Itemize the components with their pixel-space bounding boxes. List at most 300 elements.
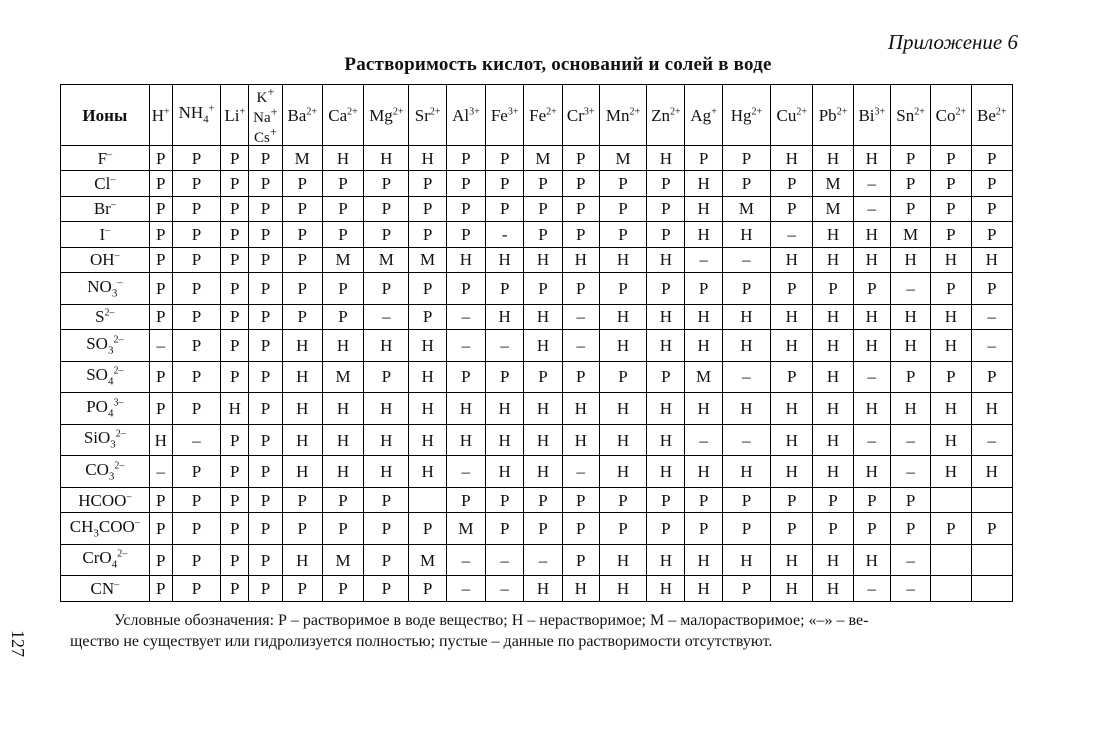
- solubility-cell: Р: [931, 196, 971, 221]
- anion-label-part: SO: [86, 365, 108, 385]
- solubility-cell: –: [722, 424, 770, 456]
- table-row: [61, 196, 1013, 221]
- solubility-cell: Р: [647, 222, 685, 247]
- anion-label-part: 3: [108, 470, 115, 483]
- legend-line-2: щество не существует или гидролизуется полностью; пустые – данные по растворимости отсутствуют.: [70, 633, 773, 650]
- anion-label: [61, 361, 150, 393]
- solubility-cell: Р: [221, 544, 249, 576]
- solubility-cell: Р: [446, 171, 485, 196]
- solubility-cell: –: [149, 329, 172, 361]
- anion-label-part: –: [114, 579, 120, 591]
- solubility-cell: Н: [685, 222, 722, 247]
- solubility-cell: Р: [524, 196, 562, 221]
- solubility-cell: [931, 544, 971, 576]
- solubility-cell: Р: [149, 146, 172, 171]
- solubility-cell: –: [771, 222, 813, 247]
- solubility-cell: [409, 487, 446, 512]
- solubility-cell: Р: [221, 456, 249, 488]
- solubility-cell: Н: [813, 304, 853, 329]
- solubility-cell: М: [446, 513, 485, 545]
- solubility-cell: Р: [722, 576, 770, 602]
- solubility-cell: –: [890, 576, 930, 602]
- solubility-cell: Н: [813, 146, 853, 171]
- anion-label-part: CO: [85, 459, 109, 479]
- solubility-cell: –: [853, 171, 890, 196]
- table-row: [61, 544, 1013, 576]
- solubility-cell: Р: [282, 304, 322, 329]
- solubility-cell: Н: [409, 393, 446, 425]
- cation-label-part: 2+: [836, 105, 848, 117]
- anion-label-part: 4: [107, 407, 114, 420]
- solubility-cell: –: [890, 424, 930, 456]
- solubility-cell: Р: [486, 171, 524, 196]
- solubility-cell: [931, 487, 971, 512]
- page-title: Растворимость кислот, оснований и солей в воде: [344, 54, 772, 75]
- cation-header: [172, 85, 220, 146]
- solubility-cell: –: [446, 304, 485, 329]
- anion-label-part: 2–: [115, 428, 126, 440]
- solubility-cell: –: [446, 329, 485, 361]
- solubility-cell: Р: [364, 544, 409, 576]
- cation-label-part: 2+: [392, 105, 404, 117]
- solubility-cell: Н: [813, 247, 853, 272]
- solubility-cell: Р: [409, 171, 446, 196]
- solubility-cell: Н: [931, 424, 971, 456]
- solubility-cell: Н: [282, 393, 322, 425]
- solubility-cell: Н: [599, 576, 646, 602]
- solubility-cell: Р: [172, 272, 220, 304]
- solubility-cell: Р: [249, 576, 282, 602]
- solubility-cell: Н: [685, 393, 722, 425]
- cation-header: [599, 85, 646, 146]
- solubility-cell: Р: [249, 222, 282, 247]
- solubility-cell: Р: [722, 146, 770, 171]
- solubility-cell: Р: [524, 171, 562, 196]
- solubility-cell: Н: [282, 544, 322, 576]
- solubility-cell: Н: [364, 456, 409, 488]
- solubility-cell: Н: [524, 424, 562, 456]
- solubility-cell: Р: [221, 146, 249, 171]
- solubility-cell: Р: [524, 487, 562, 512]
- solubility-cell: Р: [647, 361, 685, 393]
- anion-label: [61, 544, 150, 576]
- solubility-cell: Р: [813, 513, 853, 545]
- solubility-cell: Н: [771, 304, 813, 329]
- solubility-cell: Р: [149, 487, 172, 512]
- solubility-cell: Р: [149, 304, 172, 329]
- solubility-cell: Н: [685, 544, 722, 576]
- solubility-cell: Н: [486, 304, 524, 329]
- cation-label-part: H: [151, 105, 165, 125]
- solubility-cell: Н: [647, 393, 685, 425]
- solubility-cell: Н: [524, 304, 562, 329]
- solubility-cell: Р: [172, 544, 220, 576]
- solubility-cell: Р: [599, 196, 646, 221]
- solubility-cell: –: [486, 576, 524, 602]
- cation-label-part: Mg: [369, 105, 393, 125]
- cation-label-part: Cr: [566, 105, 584, 125]
- solubility-cell: Н: [722, 456, 770, 488]
- solubility-cell: Р: [771, 487, 813, 512]
- anion-label: [61, 196, 150, 221]
- anion-label-part: I: [99, 224, 106, 244]
- cation-label-part: +: [239, 105, 246, 117]
- solubility-cell: Р: [931, 222, 971, 247]
- cation-label-part: Ba: [287, 105, 307, 125]
- solubility-cell: Н: [853, 393, 890, 425]
- table-row: [61, 247, 1013, 272]
- cation-header: [524, 85, 562, 146]
- solubility-cell: Р: [149, 196, 172, 221]
- anion-label-part: 3–: [113, 397, 124, 409]
- anion-label-part: –: [114, 250, 120, 262]
- solubility-cell: –: [853, 424, 890, 456]
- solubility-cell: Н: [771, 146, 813, 171]
- anion-label-part: 2–: [113, 333, 124, 345]
- solubility-cell: Р: [971, 222, 1013, 247]
- solubility-cell: Н: [486, 424, 524, 456]
- solubility-cell: Р: [282, 171, 322, 196]
- solubility-cell: Н: [931, 247, 971, 272]
- solubility-cell: Н: [562, 393, 599, 425]
- solubility-cell: Р: [647, 171, 685, 196]
- solubility-cell: М: [524, 146, 562, 171]
- table-row: [61, 393, 1013, 425]
- solubility-cell: Р: [562, 361, 599, 393]
- solubility-cell: Р: [599, 513, 646, 545]
- solubility-cell: Н: [771, 544, 813, 576]
- solubility-cell: Н: [685, 304, 722, 329]
- solubility-cell: Н: [971, 456, 1013, 488]
- solubility-cell: Н: [890, 329, 930, 361]
- legend: [70, 610, 1020, 652]
- cation-header: [364, 85, 409, 146]
- solubility-cell: Р: [249, 513, 282, 545]
- solubility-cell: Н: [647, 456, 685, 488]
- solubility-cell: –: [890, 272, 930, 304]
- cation-label-part: Pb: [818, 105, 837, 125]
- anion-label-part: 2–: [114, 460, 125, 472]
- cation-header: [221, 85, 249, 146]
- cation-header: [249, 85, 282, 146]
- cation-label-part: NH: [178, 103, 204, 123]
- solubility-cell: Р: [282, 247, 322, 272]
- cation-header: [409, 85, 446, 146]
- anion-label-part: 3: [111, 286, 118, 299]
- cation-label-part: Fe: [490, 105, 508, 125]
- solubility-cell: Н: [685, 456, 722, 488]
- cation-label-part: 2+: [995, 105, 1007, 117]
- solubility-cell: Р: [172, 361, 220, 393]
- solubility-cell: –: [685, 247, 722, 272]
- solubility-cell: Р: [931, 171, 971, 196]
- cation-label-part: 2+: [669, 105, 681, 117]
- solubility-cell: Р: [282, 576, 322, 602]
- solubility-cell: Р: [364, 222, 409, 247]
- solubility-cell: Р: [322, 513, 363, 545]
- solubility-cell: Н: [771, 247, 813, 272]
- solubility-cell: Р: [221, 222, 249, 247]
- cation-label-part: Sn: [896, 105, 915, 125]
- solubility-cell: М: [409, 247, 446, 272]
- solubility-cell: Р: [249, 361, 282, 393]
- solubility-cell: Р: [221, 272, 249, 304]
- cation-stack-line: Cs+: [254, 125, 277, 146]
- solubility-cell: Р: [322, 222, 363, 247]
- anion-label-part: 3: [107, 343, 114, 356]
- solubility-cell: Н: [409, 424, 446, 456]
- solubility-cell: Н: [282, 361, 322, 393]
- table-row: [61, 456, 1013, 488]
- cation-header: [322, 85, 363, 146]
- cation-label-part: 2+: [955, 105, 967, 117]
- solubility-cell: Р: [172, 247, 220, 272]
- solubility-cell: Р: [249, 456, 282, 488]
- solubility-cell: Н: [599, 544, 646, 576]
- solubility-cell: –: [971, 304, 1013, 329]
- cation-label-part: Cu: [776, 105, 797, 125]
- solubility-cell: Р: [971, 146, 1013, 171]
- solubility-cell: М: [599, 146, 646, 171]
- cation-header: [890, 85, 930, 146]
- anion-label-part: 4: [107, 375, 114, 388]
- solubility-cell: Р: [599, 222, 646, 247]
- anion-label: [61, 329, 150, 361]
- solubility-cell: Н: [599, 247, 646, 272]
- solubility-cell: Н: [524, 247, 562, 272]
- solubility-cell: Р: [771, 171, 813, 196]
- solubility-cell: Р: [971, 272, 1013, 304]
- solubility-cell: Р: [172, 222, 220, 247]
- solubility-cell: Р: [813, 272, 853, 304]
- cation-label-part: +: [208, 103, 215, 115]
- solubility-cell: Н: [322, 329, 363, 361]
- solubility-cell: Р: [249, 196, 282, 221]
- solubility-cell: Р: [322, 196, 363, 221]
- solubility-cell: Н: [771, 424, 813, 456]
- cation-label-part: Fe: [529, 105, 547, 125]
- solubility-cell: Н: [931, 456, 971, 488]
- anion-label-part: 2–: [113, 365, 124, 377]
- solubility-cell: Р: [931, 361, 971, 393]
- solubility-cell: М: [322, 544, 363, 576]
- solubility-cell: [931, 576, 971, 602]
- solubility-cell: Р: [149, 247, 172, 272]
- solubility-cell: Н: [524, 456, 562, 488]
- solubility-cell: Р: [524, 222, 562, 247]
- solubility-cell: Р: [931, 146, 971, 171]
- cation-label-part: 4: [203, 113, 209, 126]
- solubility-cell: Р: [853, 272, 890, 304]
- solubility-cell: Р: [249, 146, 282, 171]
- page-number: 127: [8, 630, 28, 657]
- solubility-cell: Р: [149, 171, 172, 196]
- solubility-cell: Р: [221, 329, 249, 361]
- solubility-cell: Н: [813, 361, 853, 393]
- solubility-cell: Н: [722, 222, 770, 247]
- solubility-cell: Н: [771, 393, 813, 425]
- solubility-cell: М: [364, 247, 409, 272]
- anion-label: [61, 222, 150, 247]
- cation-label-part: Bi: [858, 105, 875, 125]
- solubility-cell: –: [446, 544, 485, 576]
- solubility-cell: Р: [149, 272, 172, 304]
- solubility-cell: Н: [409, 361, 446, 393]
- solubility-cell: Р: [722, 513, 770, 545]
- anion-label-part: CH: [69, 516, 94, 536]
- table-row: [61, 171, 1013, 196]
- solubility-cell: Н: [771, 576, 813, 602]
- cation-label-part: 3+: [874, 105, 886, 117]
- solubility-cell: Р: [221, 171, 249, 196]
- solubility-cell: [971, 544, 1013, 576]
- solubility-cell: –: [853, 576, 890, 602]
- anion-label-part: CrO: [82, 548, 112, 568]
- solubility-cell: Н: [647, 329, 685, 361]
- solubility-cell: Н: [486, 247, 524, 272]
- solubility-cell: Р: [221, 424, 249, 456]
- cation-label-part: 2+: [347, 105, 358, 117]
- solubility-cell: Н: [282, 456, 322, 488]
- solubility-cell: Р: [409, 304, 446, 329]
- solubility-cell: Н: [853, 222, 890, 247]
- solubility-cell: Р: [647, 272, 685, 304]
- solubility-cell: Н: [771, 329, 813, 361]
- solubility-cell: Р: [322, 272, 363, 304]
- anion-label-part: –: [134, 517, 140, 529]
- solubility-cell: Р: [249, 329, 282, 361]
- anion-label-part: 4: [111, 558, 118, 571]
- solubility-cell: Р: [409, 272, 446, 304]
- table-row: [61, 424, 1013, 456]
- solubility-cell: М: [409, 544, 446, 576]
- anion-label-part: 2–: [104, 307, 115, 319]
- solubility-cell: Н: [722, 544, 770, 576]
- solubility-cell: Р: [172, 576, 220, 602]
- anion-label: [61, 247, 150, 272]
- cation-label-part: Ca: [328, 105, 348, 125]
- solubility-cell: Р: [890, 171, 930, 196]
- solubility-cell: Н: [722, 393, 770, 425]
- solubility-cell: Н: [562, 247, 599, 272]
- solubility-cell: Н: [813, 544, 853, 576]
- solubility-cell: Н: [813, 576, 853, 602]
- solubility-cell: Р: [249, 171, 282, 196]
- solubility-cell: Р: [562, 544, 599, 576]
- solubility-cell: Н: [282, 424, 322, 456]
- anion-label-part: –: [110, 174, 116, 186]
- solubility-cell: Н: [409, 329, 446, 361]
- solubility-cell: Н: [599, 393, 646, 425]
- cation-label-part: Zn: [651, 105, 670, 125]
- anion-label-part: HCOO: [78, 490, 127, 510]
- solubility-cell: Р: [282, 272, 322, 304]
- solubility-cell: Н: [722, 304, 770, 329]
- solubility-cell: Р: [249, 247, 282, 272]
- solubility-cell: Р: [524, 272, 562, 304]
- cation-header: [562, 85, 599, 146]
- solubility-cell: Н: [685, 171, 722, 196]
- solubility-cell: Р: [282, 513, 322, 545]
- cation-header: [486, 85, 524, 146]
- solubility-cell: Р: [486, 361, 524, 393]
- cation-label-part: Co: [935, 105, 956, 125]
- anion-label-part: 3: [93, 527, 99, 540]
- solubility-cell: Р: [221, 361, 249, 393]
- solubility-cell: –: [685, 424, 722, 456]
- solubility-cell: Р: [249, 544, 282, 576]
- solubility-cell: –: [364, 304, 409, 329]
- cation-label-part: Al: [452, 105, 470, 125]
- solubility-cell: [971, 487, 1013, 512]
- solubility-cell: Н: [647, 247, 685, 272]
- solubility-cell: Н: [931, 304, 971, 329]
- solubility-cell: Р: [771, 272, 813, 304]
- solubility-cell: Н: [446, 247, 485, 272]
- solubility-cell: Р: [172, 146, 220, 171]
- solubility-cell: Р: [221, 487, 249, 512]
- solubility-cell: Н: [853, 304, 890, 329]
- cation-header: [446, 85, 485, 146]
- solubility-cell: Р: [722, 487, 770, 512]
- anion-label: [61, 272, 150, 304]
- cation-label-part: 2+: [306, 105, 317, 117]
- solubility-cell: –: [562, 304, 599, 329]
- solubility-cell: Р: [364, 576, 409, 602]
- solubility-cell: Р: [486, 487, 524, 512]
- cation-label-part: +: [164, 105, 170, 117]
- cation-label-part: Sr: [414, 105, 430, 125]
- solubility-cell: Р: [446, 146, 485, 171]
- solubility-cell: Р: [524, 513, 562, 545]
- cation-stack-line: K+: [256, 85, 275, 106]
- solubility-cell: Н: [486, 393, 524, 425]
- solubility-cell: Н: [813, 329, 853, 361]
- anion-label-part: COO: [98, 516, 135, 536]
- solubility-cell: Н: [409, 456, 446, 488]
- solubility-cell: Р: [890, 196, 930, 221]
- solubility-cell: Н: [685, 329, 722, 361]
- solubility-cell: Р: [409, 222, 446, 247]
- solubility-cell: Р: [931, 513, 971, 545]
- solubility-cell: Р: [364, 272, 409, 304]
- solubility-cell: Р: [890, 487, 930, 512]
- solubility-cell: Р: [249, 304, 282, 329]
- solubility-cell: Р: [562, 272, 599, 304]
- solubility-cell: Н: [853, 456, 890, 488]
- solubility-cell: Р: [221, 196, 249, 221]
- table-row: [61, 329, 1013, 361]
- solubility-cell: Р: [446, 487, 485, 512]
- anion-label: [61, 424, 150, 456]
- solubility-cell: Н: [853, 146, 890, 171]
- solubility-cell: Р: [149, 576, 172, 602]
- solubility-cell: Р: [685, 513, 722, 545]
- anion-label-part: SO: [86, 333, 108, 353]
- solubility-cell: Н: [771, 456, 813, 488]
- cation-label-part: +: [711, 105, 717, 117]
- solubility-cell: Н: [890, 304, 930, 329]
- solubility-cell: Р: [562, 487, 599, 512]
- solubility-cell: Р: [722, 171, 770, 196]
- cation-label-part: Be: [976, 105, 996, 125]
- solubility-cell: Н: [647, 304, 685, 329]
- solubility-cell: Н: [813, 424, 853, 456]
- solubility-cell: Н: [971, 247, 1013, 272]
- solubility-cell: Р: [221, 576, 249, 602]
- solubility-cell: –: [890, 456, 930, 488]
- table-row: [61, 513, 1013, 545]
